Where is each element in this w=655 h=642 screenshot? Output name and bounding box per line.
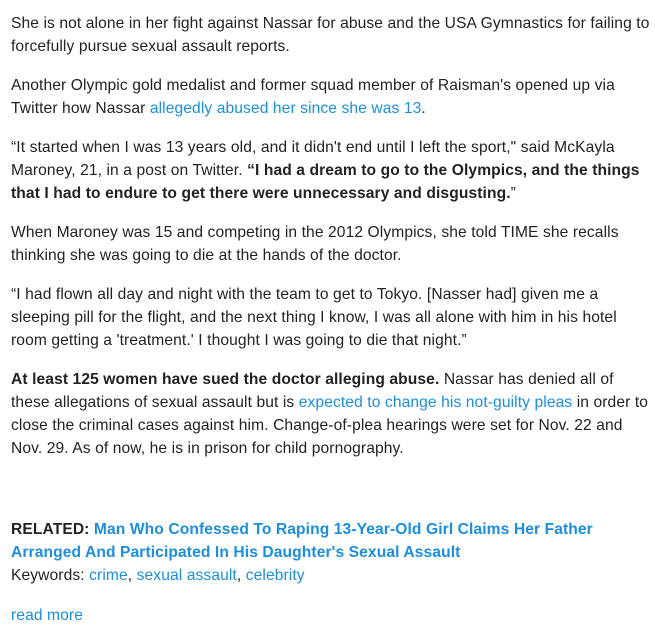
keyword-crime-link[interactable]: crime	[89, 567, 128, 584]
paragraph-6-text-2: in order to close the criminal cases against him. Change-of-plea hearings were set for Nov. 22 and Nov. 29. As of now, he is in prison for child pornography.	[11, 394, 649, 457]
paragraph-1	[11, 0, 655, 58]
paragraph-6-bold: At least 125 women have sued the doctor alleging abuse.	[11, 371, 440, 388]
read-more-row	[11, 604, 655, 627]
keyword-separator: ,	[236, 567, 246, 584]
keywords-label: Keywords:	[11, 567, 90, 584]
read-more-link[interactable]: read more	[11, 607, 83, 624]
keyword-separator: ,	[127, 567, 137, 584]
paragraph-2-after: .	[421, 100, 426, 117]
paragraph-2	[11, 74, 655, 120]
related-article	[11, 518, 655, 564]
paragraph-3-bold-quote: “I had a dream to go to the Olympics, and the things that I had to endure to get there were unnecessary and disgusting.	[11, 162, 640, 202]
related-article-link[interactable]: Man Who Confessed To Raping 13-Year-Old Girl Claims Her Father Arranged And Participated In His Daughter's Sexual Assault	[11, 521, 593, 561]
paragraph-1-text: She is not alone in her fight against Nassar for abuse and the USA Gymnastics for failing to forcefully pursue sexual assault reports.	[11, 15, 650, 55]
paragraph-3	[11, 136, 655, 205]
keywords-row	[11, 564, 655, 587]
abused-since-13-link[interactable]: allegedly abused her since she was 13	[149, 100, 422, 117]
change-pleas-link[interactable]: expected to change his not-guilty pleas	[298, 394, 573, 411]
keyword-celebrity-link[interactable]: celebrity	[245, 567, 305, 584]
paragraph-5	[11, 283, 655, 352]
paragraph-3-quote: “It started when I was 13 years old, and it didn't end until I left the sport," said McKayla Maroney, 21, in a post on Twitter.	[11, 139, 615, 179]
paragraph-6-text-1: Nassar has denied all of these allegations of sexual assault but is	[11, 371, 614, 411]
paragraph-2-text: Another Olympic gold medalist and former squad member of Raisman's opened up via Twitter how Nassar	[11, 77, 615, 117]
paragraph-4-text: When Maroney was 15 and competing in the 2012 Olympics, she told TIME she recalls thinking she was going to die at the hands of the doctor.	[11, 224, 619, 264]
paragraph-3-end: ”	[510, 185, 516, 202]
paragraph-4	[11, 221, 655, 267]
keyword-sexual-assault-link[interactable]: sexual assault	[136, 567, 237, 584]
paragraph-6	[11, 368, 655, 460]
related-label: RELATED:	[11, 521, 94, 538]
paragraph-5-text: “I had flown all day and night with the team to get to Tokyo. [Nasser had] given me a sleeping pill for the flight, and the next thing I know, I was all alone with him in his hotel room getting a 'treatment.' I thought I was going to die that night.”	[11, 286, 617, 349]
